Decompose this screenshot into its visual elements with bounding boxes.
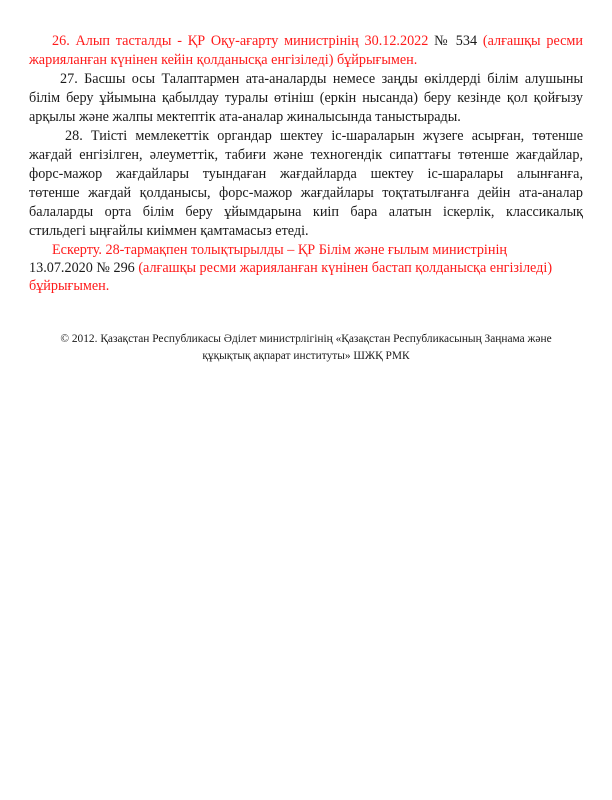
amendment-note-text: 26. Алып тасталды - ҚР Оқу-ағарту министрінің 30.12.2022: [52, 33, 435, 49]
paragraph-27-line: білім беру ұйымына қабылдау туралы өтініш (еркін нысанда) беру кезінде қол қойғызу: [29, 90, 583, 106]
paragraph-28-line: стильдегі ыңғайлы киіммен қамтамасыз етеді.: [29, 223, 309, 239]
order-link[interactable]: 13.07.2020 № 296: [29, 260, 135, 276]
paragraph-26-line-1: [52, 32, 583, 51]
paragraph-27-line: арқылы және жалпы мектептік ата-аналар жиналысында таныстырады.: [29, 109, 461, 125]
note-line-3: бұйрығымен.: [29, 278, 110, 294]
paragraph-28-line: төтенше жағдай қолданысы, форс-мажор жағдайлары тоқтатылғанға дейін ата-аналар: [29, 185, 583, 201]
order-link[interactable]: № 534: [434, 33, 478, 49]
paragraph-28-line: форс-мажор жағдайлары туындаған жағдайларда шектеу іс-шаралары алынғанға,: [29, 166, 583, 182]
paragraph-28-line: балаларды орта білім беру ұйымдарына киіп бара алатын іскерлік, классикалық: [29, 204, 583, 220]
note-line-1: Ескерту. 28-тармақпен толықтырылды – ҚР Білім және ғылым министрінің: [52, 242, 507, 258]
paragraph-28-line: жағдай енгізілген, әлеуметтік, табиғи және техногендік сипаттағы төтенше жағдайлар,: [29, 147, 583, 163]
paragraph-28-line: 28. Тиісті мемлекеттік органдар шектеу іс-шараларын жүзеге асырған, төтенше: [65, 128, 583, 144]
paragraph-26-line-2: жарияланған күнінен кейін қолданысқа енгізіледі) бұйрығымен.: [29, 52, 418, 68]
amendment-note-text: (алғашқы ресми жарияланған күнінен бастап қолданысқа енгізіледі): [134, 260, 553, 276]
amendment-note-text: (алғашқы ресми: [477, 33, 584, 49]
paragraph-27-line: 27. Басшы осы Талаптармен ата-аналарды немесе заңды өкілдерді білім алушыны: [60, 71, 583, 87]
footer-copyright-line-2: құқықтық ақпарат институты» ШЖҚ РМК: [202, 350, 410, 362]
note-line-2: [29, 259, 583, 278]
footer-copyright-line-1: © 2012. Қазақстан Республикасы Әділет министрлігінің «Қазақстан Республикасының Заңнама және: [60, 333, 552, 345]
